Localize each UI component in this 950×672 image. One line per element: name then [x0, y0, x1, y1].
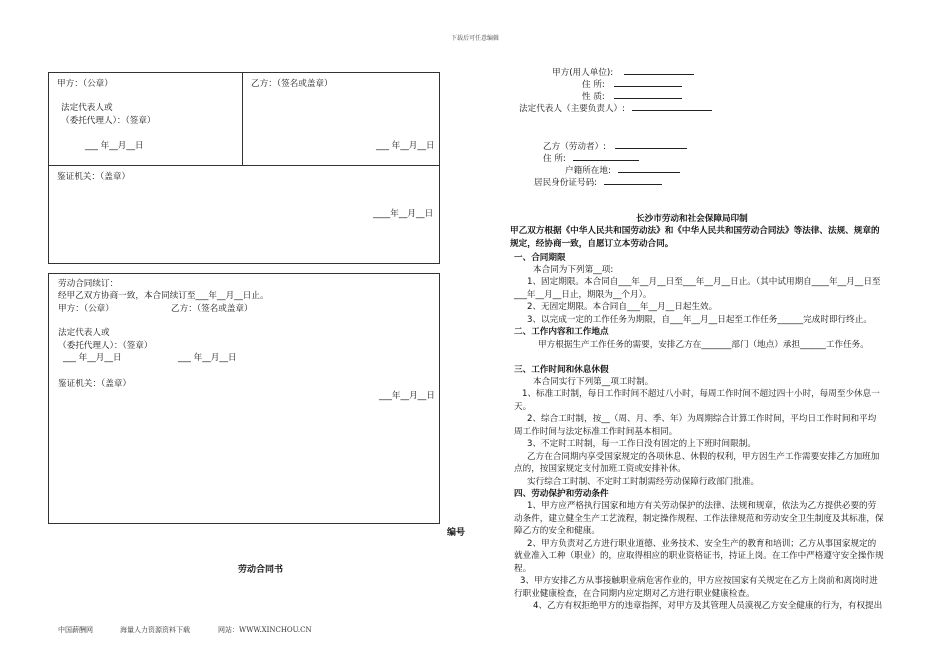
section-1-p1b: ___年__月__日止，期限为__个月）。	[514, 290, 652, 300]
section-4-p1b: 动条件，建立健全生产工艺流程，制定操作规程、工作法律规范和劳动安全卫生制度及其标准，保	[514, 514, 884, 524]
id-field	[534, 175, 662, 188]
date-authority: ____年__月__日	[373, 209, 434, 219]
date-authority: ___年__月__日	[379, 391, 435, 401]
legal-rep-label: 法定代表人（主要负责人）:	[519, 104, 626, 114]
agent-label: （委托代理人）：（签章）	[61, 116, 156, 126]
worker-blank	[615, 139, 687, 149]
section-3-p2b: 周工作时间与法定标准工作时间基本相同。	[514, 427, 678, 437]
renewal-box	[48, 273, 440, 524]
section-3-p5: 实行综合工时制、不定时工时制需经劳动保障行政部门批准。	[527, 477, 760, 487]
party-a-label: 甲方：（公章）	[57, 79, 113, 89]
section-1-title: 一、合同期限	[514, 253, 566, 263]
section-3-p3: 3、不定时工时制，每一工作日没有固定的上下班时间限制。	[527, 439, 756, 449]
section-2-title: 二、工作内容和工作地点	[514, 327, 609, 337]
printed-by: 长沙市劳动和社会保障局印制	[636, 214, 748, 224]
legal-rep-blank	[632, 101, 712, 111]
section-4-p2c: 程。	[514, 564, 532, 574]
footer-url: 网站：WWW.XINCHOU.CN	[218, 626, 312, 634]
contract-title: 劳动合同书	[238, 565, 284, 575]
section-3-p1a: 1、标准工时制，每日工作时间不超过八小时，每周工作时间不超过四十小时，每周至少休息一	[522, 389, 880, 399]
renewal-label: 劳动合同续订：	[58, 279, 119, 289]
hukou-blank	[618, 163, 680, 173]
id-label: 居民身份证号码:	[534, 178, 598, 188]
section-4-p1c: 障乙方的安全和健康。	[514, 526, 600, 536]
number-label: 编号	[447, 528, 466, 538]
section-2-p1: 甲方根据生产工作任务的需要，安排乙方在_______部门（地点）承担______工作任务。	[538, 340, 869, 350]
legal-rep-label: 法定代表人或	[58, 328, 110, 338]
nature-blank	[614, 89, 682, 99]
employer-blank	[624, 65, 694, 75]
date-party-a: ___ 年__月__日	[63, 353, 122, 363]
legal-rep-field	[519, 101, 712, 114]
section-4-p1a: 1、甲方应严格执行国家和地方有关劳动保护的法律、法规和规章，依法为乙方提供必要的劳	[527, 501, 877, 511]
date-party-b: ___ 年__月__日	[376, 141, 435, 151]
worker-address-blank	[573, 151, 639, 161]
hukou-label: 户籍所在地:	[565, 166, 611, 176]
date-party-b: ___ 年__月__日	[178, 353, 237, 363]
section-4-p2b: 就业准入工种（职业）的，应取得相应的职业资格证书，持证上岗。在工作中严格遵守安全操作规	[514, 551, 884, 561]
nature-label: 性 质:	[582, 92, 605, 102]
section-3-p1b: 天。	[514, 402, 532, 412]
section-1-p3: 3、以完成一定的工作任务为期限，自___年__月__日起至工作任务______完成时即行终止。	[527, 315, 872, 325]
party-b-label: 乙方：（签名或盖章）	[251, 79, 333, 89]
worker-address-label: 住 所:	[543, 154, 566, 164]
authority-label: 鉴证机关：（盖章）	[58, 379, 132, 389]
section-3-p2a: 2、综合工时制，按__（周、月、季、年）为周期综合计算工作时间，平均日工作时间和平均	[527, 414, 877, 424]
agent-label: （委托代理人）：（签章）	[58, 341, 153, 351]
footer-slogan: 海量人力资源资料下载	[120, 626, 190, 634]
section-4-p4: 4、乙方有权拒绝甲方的违章指挥，对甲方及其管理人员漠视乙方安全健康的行为，有权提出	[533, 601, 883, 611]
footer-site-name: 中国薪酬网	[58, 626, 93, 634]
address-label: 住 所:	[582, 80, 605, 90]
signature-box-1	[48, 72, 440, 264]
id-blank	[604, 175, 662, 185]
address-blank	[614, 77, 682, 87]
legal-rep-label: 法定代表人或	[61, 103, 113, 113]
section-1-p0: 本合同为下列第__项:	[533, 265, 614, 275]
divider-vertical	[242, 73, 243, 165]
worker-label: 乙方（劳动者）:	[543, 142, 607, 152]
party-a-label: 甲方：（公章）	[58, 304, 114, 314]
section-1-p2: 2、无固定期限。本合同自___年__月__日起生效。	[527, 302, 718, 312]
section-3-p4a: 乙方在合同期内享受国家规定的各项休息、休假的权利，甲方因生产工作需要安排乙方加班加	[527, 452, 880, 462]
section-4-p3b: 行职业健康检查，在合同期内应定期对乙方进行职业健康检查。	[514, 589, 755, 599]
intro-line-1: 甲乙双方根据《中华人民共和国劳动法》和《中华人民共和国劳动合同法》等法律、法规、规章的	[510, 226, 880, 236]
section-4-title: 四、劳动保护和劳动条件	[514, 489, 609, 499]
divider-horizontal	[49, 165, 439, 166]
section-4-p3a: 3、甲方安排乙方从事接触职业病危害作业的，甲方应按国家有关规定在乙方上岗前和离岗时进	[520, 576, 878, 586]
renewal-agreement: 经甲乙双方协商一致，本合同续订至___年__月__日止。	[58, 291, 269, 301]
section-3-p4b: 点的，按国家规定支付加班工资或安排补休。	[514, 464, 686, 474]
section-4-p2a: 2、甲方负责对乙方进行职业道德、业务技术、安全生产的教育和培训；乙方从事国家规定的	[527, 539, 877, 549]
party-b-label: 乙方：（签名或盖章）	[171, 304, 253, 314]
authority-label: 鉴证机关：（盖章）	[57, 172, 131, 182]
date-party-a: ___ 年__月__日	[85, 141, 144, 151]
section-1-p1a: 1、固定期限。本合同自___年__月__日至___年__月__日止。（其中试用期自____年__月__日至	[527, 277, 881, 287]
section-3-title: 三、工作时间和休息休假	[514, 365, 609, 375]
employer-label: 甲方(用人单位):	[552, 68, 614, 78]
section-3-p0: 本合同实行下列第__项工时制。	[533, 377, 654, 387]
intro-line-2: 规定，经协商一致，自愿订立本劳动合同。	[510, 239, 674, 249]
header-note: 下载后可任意编辑	[450, 35, 499, 42]
